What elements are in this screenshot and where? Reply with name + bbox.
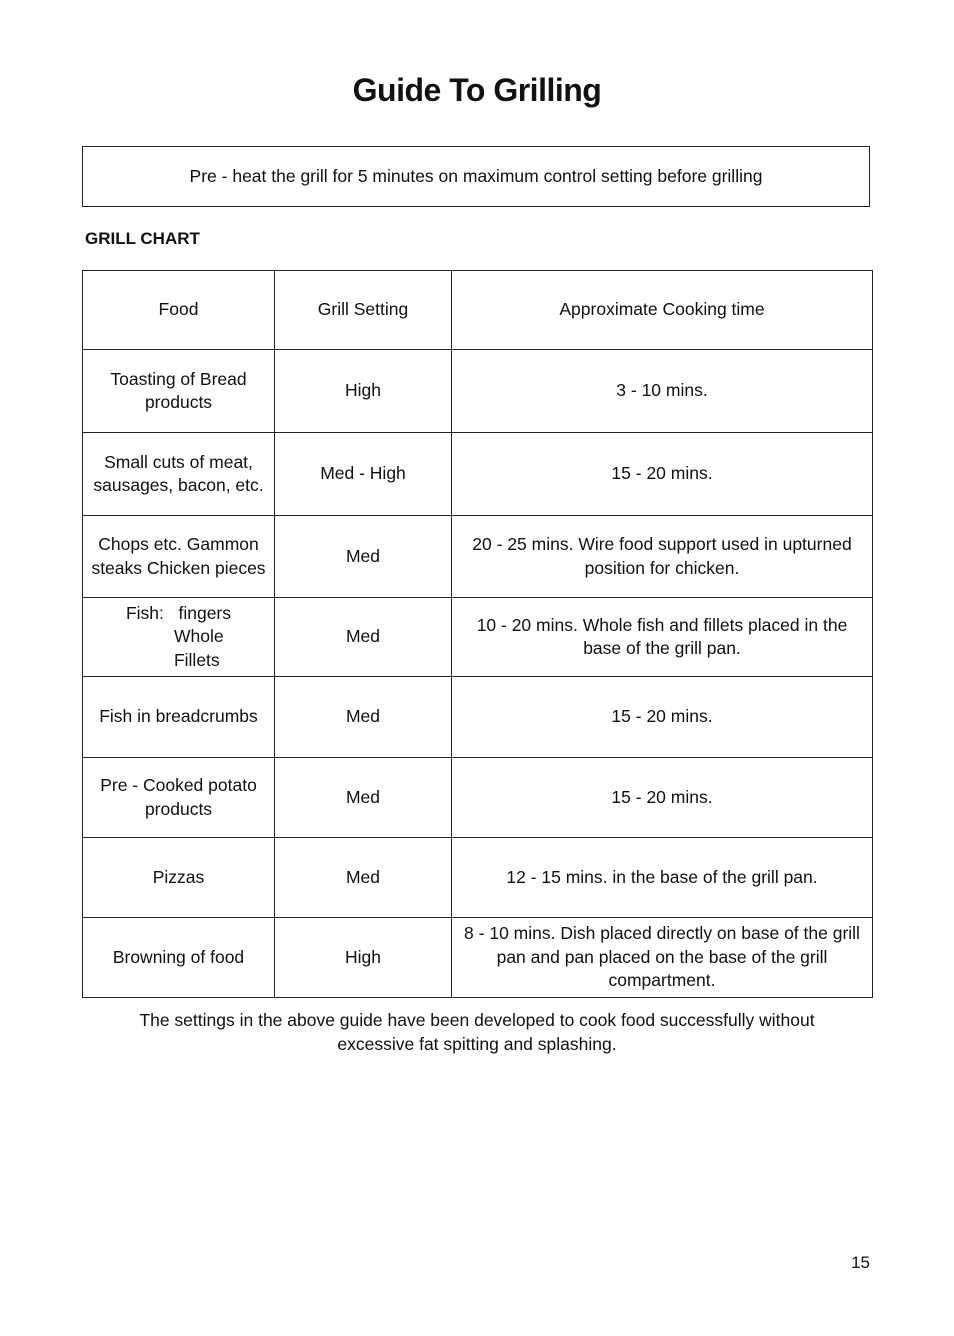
column-header-food: Food bbox=[83, 271, 275, 350]
time-cell: 15 - 20 mins. bbox=[452, 433, 873, 516]
preheat-note-text: Pre - heat the grill for 5 minutes on maximum control setting before grilling bbox=[189, 166, 763, 186]
table-row bbox=[83, 598, 873, 677]
food-cell bbox=[83, 598, 275, 677]
setting-cell: Med bbox=[275, 838, 452, 918]
page-number: 15 bbox=[851, 1253, 870, 1272]
table-row bbox=[83, 677, 873, 758]
food-cell: Small cuts of meat, sausages, bacon, etc. bbox=[83, 433, 275, 516]
setting-cell: Med bbox=[275, 677, 452, 758]
section-heading: GRILL CHART bbox=[85, 229, 200, 248]
table-row bbox=[83, 918, 873, 998]
setting-cell: High bbox=[275, 350, 452, 433]
time-cell: 15 - 20 mins. bbox=[452, 758, 873, 838]
table-row bbox=[83, 350, 873, 433]
table-row bbox=[83, 838, 873, 918]
time-cell: 15 - 20 mins. bbox=[452, 677, 873, 758]
food-cell: Pizzas bbox=[83, 838, 275, 918]
food-line: Whole bbox=[173, 626, 224, 647]
table-row bbox=[83, 433, 873, 516]
table-header-row bbox=[83, 271, 873, 350]
column-header-cooking-time: Approximate Cooking time bbox=[452, 271, 873, 350]
preheat-note-box bbox=[82, 146, 870, 207]
table-row bbox=[83, 516, 873, 598]
setting-cell: High bbox=[275, 918, 452, 998]
time-cell: 20 - 25 mins. Wire food support used in upturned position for chicken. bbox=[452, 516, 873, 598]
column-header-grill-setting: Grill Setting bbox=[275, 271, 452, 350]
food-cell: Toasting of Bread products bbox=[83, 350, 275, 433]
setting-cell: Med bbox=[275, 516, 452, 598]
time-cell: 12 - 15 mins. in the base of the grill pan. bbox=[452, 838, 873, 918]
food-cell: Pre - Cooked potato products bbox=[83, 758, 275, 838]
table-row bbox=[83, 758, 873, 838]
food-line: Fillets bbox=[173, 649, 220, 670]
setting-cell: Med - High bbox=[275, 433, 452, 516]
footer-note: The settings in the above guide have been developed to cook food successfully without excessive fat spitting and splashing. bbox=[139, 1010, 815, 1054]
time-cell: 10 - 20 mins. Whole fish and fillets placed in the base of the grill pan. bbox=[452, 598, 873, 677]
time-cell: 3 - 10 mins. bbox=[452, 350, 873, 433]
grill-chart-table bbox=[82, 270, 873, 998]
food-line: Fish: fingers bbox=[125, 602, 232, 623]
page-title: Guide To Grilling bbox=[352, 72, 602, 108]
food-cell: Fish in breadcrumbs bbox=[83, 677, 275, 758]
food-cell: Chops etc. Gammon steaks Chicken pieces bbox=[83, 516, 275, 598]
setting-cell: Med bbox=[275, 598, 452, 677]
time-cell: 8 - 10 mins. Dish placed directly on base of the grill pan and pan placed on the base of the grill compartment. bbox=[452, 918, 873, 998]
setting-cell: Med bbox=[275, 758, 452, 838]
food-cell: Browning of food bbox=[83, 918, 275, 998]
